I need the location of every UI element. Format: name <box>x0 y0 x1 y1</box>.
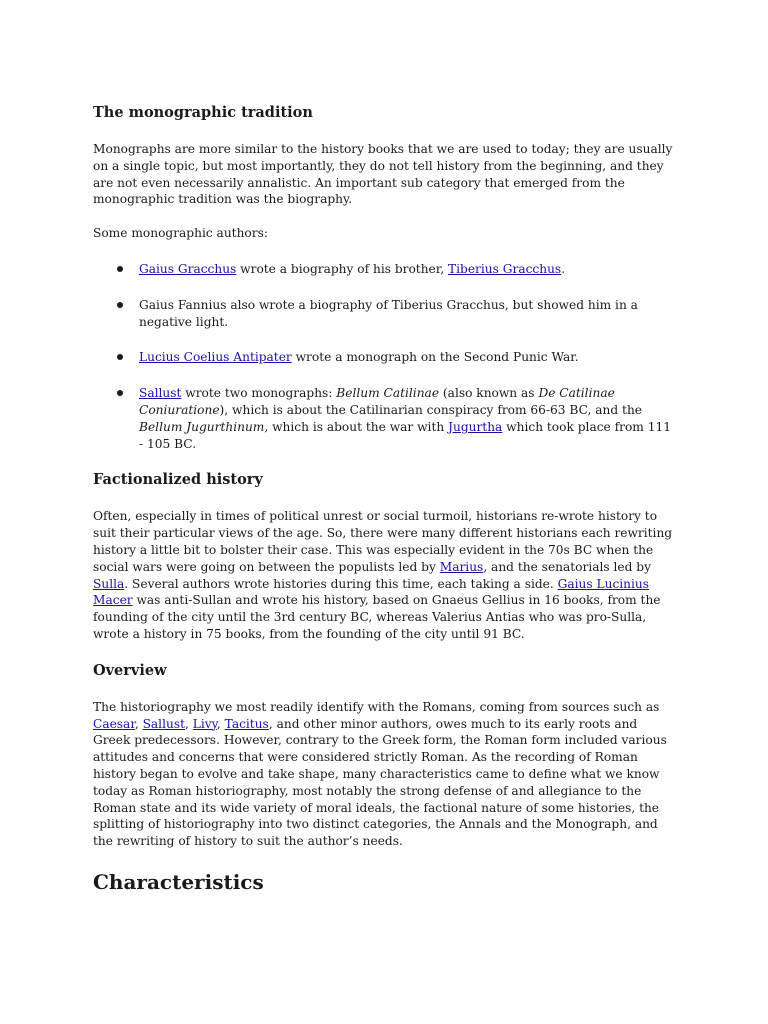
link-livy[interactable]: Livy <box>192 716 217 731</box>
paragraph-overview <box>93 699 678 850</box>
paragraph-text: was anti-Sullan and wrote his history, based on Gnaeus Gellius in 16 books, from the founding of the city until the 3rd century BC, whereas Valerius Antias who was pro-Sulla, wrote a history in 75 books, from the founding of the city until 91 BC. <box>93 593 661 641</box>
list-item-sallust <box>93 385 678 452</box>
document-page <box>93 103 678 896</box>
item-text: Gaius Fannius also wrote a biography of Tiberius Gracchus, but showed him in a negative light. <box>139 297 638 329</box>
heading-overview: Overview <box>93 661 167 679</box>
item-text: (also known as <box>439 386 539 401</box>
item-text: which is about the war with <box>268 419 449 434</box>
link-gaius-gracchus[interactable]: Gaius Gracchus <box>139 261 237 276</box>
paragraph-text: The historiography we most readily identify with the Romans, coming from sources such as <box>93 699 660 714</box>
heading-characteristics: Characteristics <box>93 869 264 894</box>
bullet-icon <box>117 390 123 396</box>
list-item-gaius-gracchus <box>93 261 678 278</box>
link-tiberius-gracchus[interactable]: Tiberius Gracchus <box>448 261 562 276</box>
list-item-coelius-antipater <box>93 349 678 366</box>
link-gaius-lucinius-macer[interactable]: Gaius Lucinius Macer <box>93 576 650 608</box>
link-marius[interactable]: Marius <box>439 559 484 574</box>
item-text: wrote a biography of his brother, <box>236 261 449 276</box>
separator: , <box>184 716 193 731</box>
paragraph-text: , and the senatorials led by <box>483 559 651 574</box>
paragraph-text: . Several authors wrote histories during this time, each taking a side. <box>124 576 558 591</box>
title-de-catilinae-coniuratione: De Catilinae Coniuratione <box>139 386 615 417</box>
separator: , <box>134 716 143 731</box>
link-sulla[interactable]: Sulla <box>93 576 125 591</box>
paragraph-text: Often, especially in times of political unrest or social turmoil, historians re-wrote history to suit their particular views of the age. So, there were many different historians each rewriting history a little bit to bolster their case. This was especially evident in the 70s BC when the social wars were going on between the populists led by <box>93 509 673 574</box>
separator: , <box>216 716 225 731</box>
link-sallust-overview[interactable]: Sallust <box>142 716 185 731</box>
bullet-icon <box>117 354 123 360</box>
heading-factionalized-history: Factionalized history <box>93 471 263 489</box>
title-bellum-catilinae: Bellum Catilinae <box>336 386 440 401</box>
item-text: which took place from 111 - 105 BC. <box>139 419 671 451</box>
list-item-gaius-fannius <box>93 297 678 331</box>
item-text: wrote two monographs: <box>181 386 337 401</box>
item-text: wrote a monograph on the Second Punic War. <box>291 350 579 365</box>
monographic-authors-list <box>93 261 678 452</box>
link-tacitus[interactable]: Tacitus <box>224 716 269 731</box>
item-text: ), which is about the Catilinarian conspiracy from 66-63 BC, and the <box>219 402 643 417</box>
paragraph-monographs: Monographs are more similar to the history books that we are used to today; they are usually on a single topic, but most importantly, they do not tell history from the beginning, and they are not even necessarily annalistic. An important sub category that emerged from the monographic tradition was the biography. <box>93 142 673 207</box>
list-intro: Some monographic authors: <box>93 226 268 241</box>
paragraph-text: , and other minor authors, owes much to its early roots and Greek predecessors. However, contrary to the Greek form, the Roman form included various attitudes and concerns that were considered strictly Roman. As the recording of Roman history began to evolve and take shape, many characteristics came to define what we know today as Roman historiography, most notably the strong defense of and allegiance to the Roman state and its wide variety of moral ideals, the factional nature of some histories, the splitting of historiography into two distinct categories, the Annals and the Monograph, and the rewriting of history to suit the author’s needs. <box>93 716 667 849</box>
paragraph-factionalized <box>93 508 678 642</box>
link-lucius-coelius-antipater[interactable]: Lucius Coelius Antipater <box>139 350 292 365</box>
item-text: . <box>561 261 566 276</box>
bullet-icon <box>117 302 123 308</box>
heading-monographic-tradition: The monographic tradition <box>93 104 313 121</box>
title-bellum-jugurthinum: Bellum Jugurthinum, <box>139 419 269 434</box>
link-jugurtha[interactable]: Jugurtha <box>448 419 503 434</box>
link-caesar[interactable]: Caesar <box>93 716 135 731</box>
link-sallust[interactable]: Sallust <box>139 386 182 401</box>
bullet-icon <box>117 266 123 272</box>
